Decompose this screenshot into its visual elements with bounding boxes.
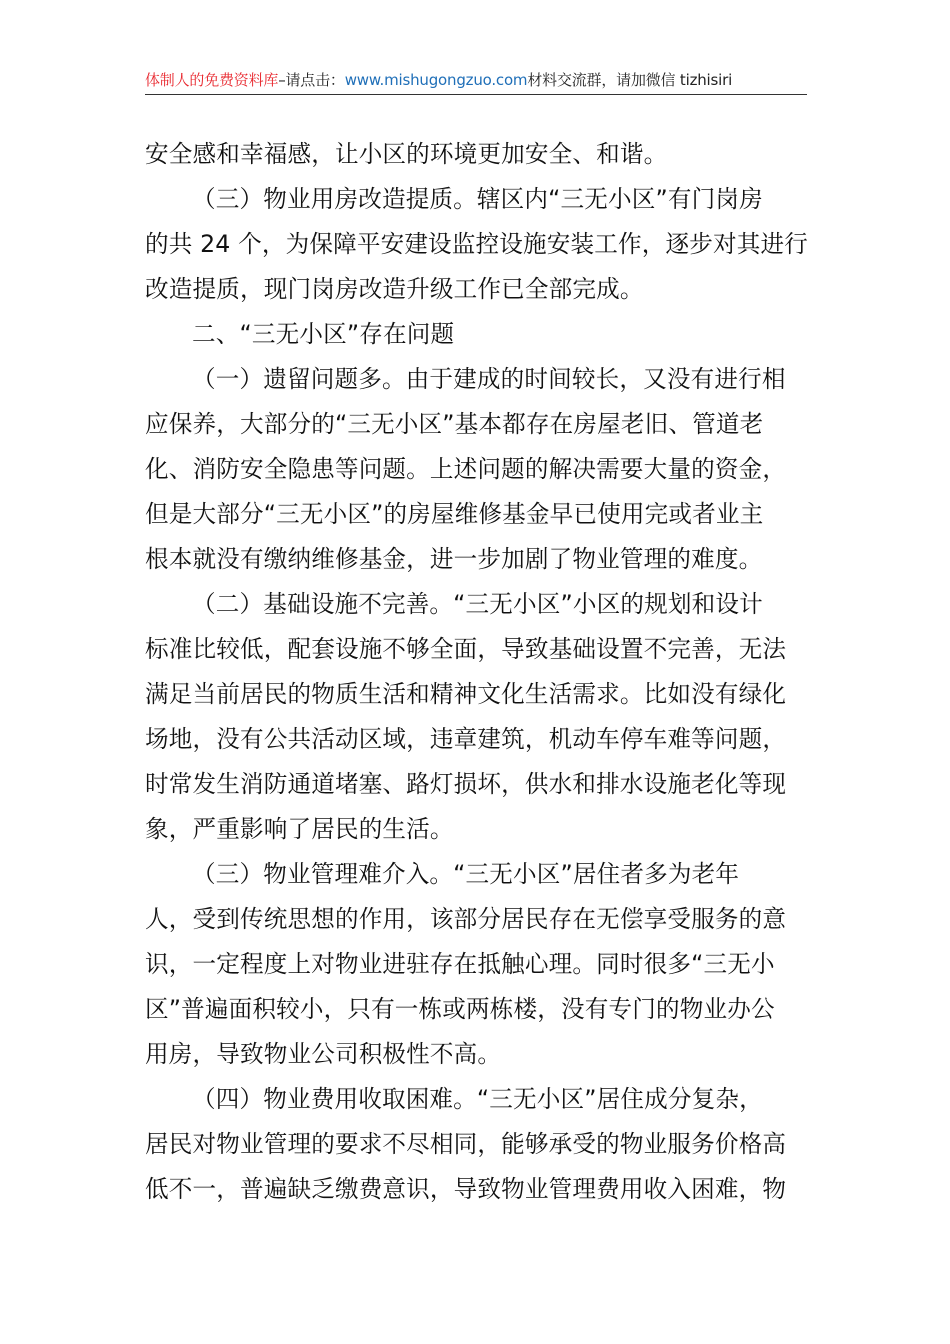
text-line: 根本就没有缴纳维修基金，进一步加剧了物业管理的难度。 [145, 545, 763, 573]
text-line: 应保养，大部分的“三无小区”基本都存在房屋老旧、管道老 [145, 410, 764, 438]
paragraph-infrastructure [145, 582, 807, 852]
header-brand-text: 体制人的免费资料库 [145, 71, 279, 89]
text-line: 居民对物业管理的要求不尽相同，能够承受的物业服务价格高 [145, 1130, 787, 1158]
text-line: 标准比较低，配套设施不够全面，导致基础设置不完善，无法 [145, 635, 787, 663]
text-line: 象，严重影响了居民的生活。 [145, 815, 454, 843]
header-website-link[interactable]: www.mishugongzuo.com [344, 71, 528, 89]
text-line: 时常发生消防通道堵塞、路灯损坏，供水和排水设施老化等现 [145, 770, 787, 798]
paragraph-fee-collection [145, 1077, 807, 1212]
header-wechat-text: 材料交流群，请加微信 tizhisiri [527, 71, 733, 89]
text-line: （三）物业用房改造提质。辖区内“三无小区”有门岗房 [192, 185, 763, 213]
paragraph-continuation [145, 132, 807, 177]
text-line: 化、消防安全隐患等问题。上述问题的解决需要大量的资金， [145, 455, 787, 483]
text-line: 场地，没有公共活动区域，违章建筑，机动车停车难等问题， [145, 725, 787, 753]
text-line: 低不一，普遍缺乏缴费意识，导致物业管理费用收入困难，物 [145, 1175, 787, 1203]
text-line: 但是大部分“三无小区”的房屋维修基金早已使用完或者业主 [145, 500, 764, 528]
text-line: 用房，导致物业公司积极性不高。 [145, 1040, 502, 1068]
text-line: 改造提质，现门岗房改造升级工作已全部完成。 [145, 275, 644, 303]
paragraph-management-access [145, 852, 807, 1077]
paragraph-legacy-issues [145, 357, 807, 582]
text-line: 的共 24 个，为保障平安建设监控设施安装工作，逐步对其进行 [145, 230, 808, 258]
page-header [145, 68, 807, 95]
text-line: （三）物业管理难介入。“三无小区”居住者多为老年 [192, 860, 740, 888]
text-line: 满足当前居民的物质生活和精神文化生活需求。比如没有绿化 [145, 680, 787, 708]
text-line: （一）遗留问题多。由于建成的时间较长，又没有进行相 [192, 365, 786, 393]
header-prompt-text: –请点击： [278, 71, 345, 89]
text-line: 安全感和幸福感，让小区的环境更加安全、和谐。 [145, 140, 668, 168]
text-line: （二）基础设施不完善。“三无小区”小区的规划和设计 [192, 590, 763, 618]
paragraph-property-housing [145, 177, 807, 312]
text-line: （四）物业费用收取困难。“三无小区”居住成分复杂， [192, 1085, 763, 1113]
text-line: 区”普遍面积较小，只有一栋或两栋楼，没有专门的物业办公 [145, 995, 775, 1023]
text-line: 识，一定程度上对物业进驻存在抵触心理。同时很多“三无小 [145, 950, 775, 978]
section-heading-problems [145, 312, 807, 357]
document-body [145, 132, 807, 1212]
heading-text: 二、“三无小区”存在问题 [192, 320, 455, 348]
text-line: 人，受到传统思想的作用，该部分居民存在无偿享受服务的意 [145, 905, 787, 933]
